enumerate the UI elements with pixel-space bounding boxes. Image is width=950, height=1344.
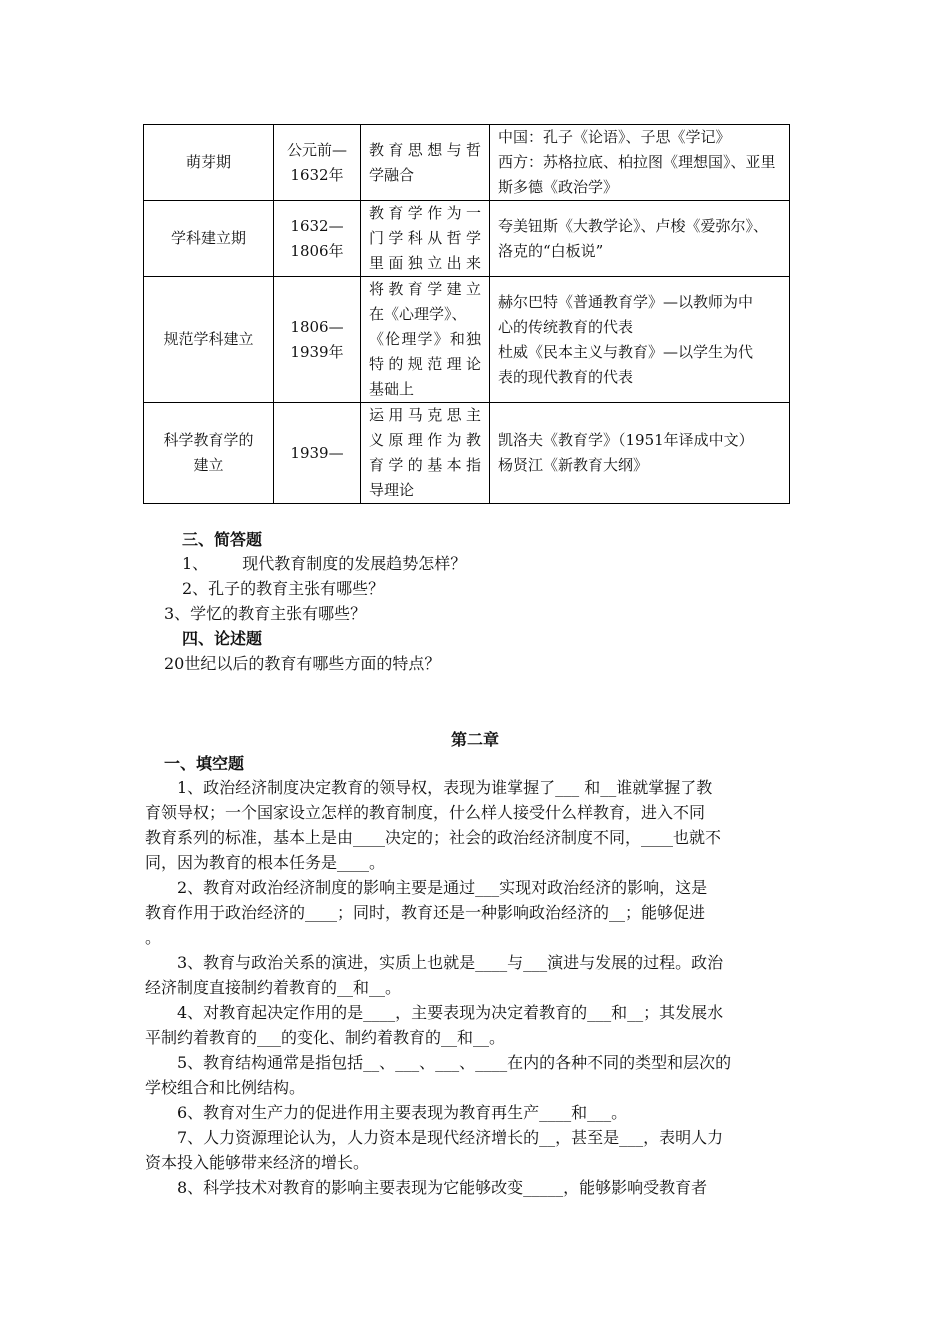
question-line: 同，因为教育的根本任务是____。	[145, 853, 386, 872]
table-row	[144, 403, 790, 504]
stage-text: 学科建立期	[170, 229, 246, 247]
question-line: 7、人力资源理论认为，人力资本是现代经济增长的__，甚至是___，表明人力	[177, 1128, 724, 1147]
question-line: 6、教育对生产力的促进作用主要表现为教育再生产____和___。	[177, 1103, 628, 1122]
question-line: 8、科学技术对教育的影响主要表现为它能够改变_____，能够影响受教育者	[177, 1178, 708, 1197]
question-line: 5、教育结构通常是指包括__、___、___、____在内的各种不同的类型和层次的	[177, 1053, 732, 1072]
rep-text: 凯洛夫《教育学》（1951年译成中文）	[498, 431, 754, 449]
table-row	[144, 125, 790, 201]
feature-cell	[361, 277, 490, 403]
rep-text: 洛克的“白板说”	[498, 241, 604, 260]
feature-text: 教育思想与哲	[369, 140, 481, 159]
stage-cell	[144, 277, 274, 403]
question-line: 资本投入能够带来经济的增长。	[145, 1153, 370, 1172]
table-row	[144, 201, 790, 277]
feature-cell	[361, 201, 490, 277]
q1-text: 现代教育制度的发展趋势怎样？	[242, 554, 467, 573]
short-answer-q2: 2、孔子的教育主张有哪些？	[182, 579, 385, 598]
rep-text: 斯多德《政治学》	[498, 178, 619, 196]
question-line: 1、政治经济制度决定教育的领导权，表现为谁掌握了___ 和__谁就掌握了教	[177, 778, 713, 797]
question-5	[145, 1050, 808, 1100]
question-line: 学校组合和比例结构。	[145, 1078, 306, 1097]
time-text: 1939—	[290, 443, 344, 462]
stage-cell	[144, 201, 274, 277]
question-line: 教育作用于政治经济的____；同时，教育还是一种影响政治经济的__；能够促进	[145, 903, 706, 922]
representative-cell	[490, 403, 790, 504]
feature-cell	[361, 403, 490, 504]
question-line: 2、教育对政治经济制度的影响主要是通过___实现对政治经济的影响，这是	[177, 878, 708, 897]
question-4	[145, 1000, 808, 1050]
fill-blank-heading: 一、填空题	[164, 754, 245, 773]
feature-text: 里面独立出来	[369, 254, 481, 272]
q1-number: 1、	[182, 554, 209, 573]
question-line: 平制约着教育的___的变化、制约着教育的__和__。	[145, 1028, 506, 1047]
feature-cell	[361, 125, 490, 201]
rep-text: 西方：苏格拉底、柏拉图《理想国》、亚里	[498, 153, 776, 171]
stage-text: 规范学科建立	[163, 330, 254, 348]
rep-text: 中国：孔子《论语》、子思《学记》	[498, 128, 731, 146]
feature-text: 将教育学建立	[369, 280, 481, 298]
time-text: 1806年	[290, 241, 344, 260]
feature-text: 育学的基本指	[369, 456, 481, 474]
time-text: 公元前—	[286, 140, 347, 159]
question-2	[145, 875, 808, 950]
representative-cell	[490, 125, 790, 201]
question-line: 3、教育与政治关系的演进，实质上也就是____与___演进与发展的过程。政治	[177, 953, 724, 972]
rep-text: 杨贤江《新教育大纲》	[498, 456, 649, 474]
question-3	[145, 950, 808, 1000]
time-cell	[274, 125, 361, 201]
feature-text: 义原理作为教	[369, 431, 481, 449]
history-table	[143, 124, 790, 504]
question-line: 育领导权；一个国家设立怎样的教育制度，什么样人接受什么样教育，进入不同	[145, 803, 706, 822]
short-answer-q3: 3、学忆的教育主张有哪些？	[164, 604, 367, 623]
stage-cell	[144, 125, 274, 201]
stage-text: 建立	[193, 456, 224, 474]
stage-text: 萌芽期	[185, 153, 231, 171]
question-8	[145, 1175, 808, 1200]
rep-text: 夸美钮斯《大教学论》、卢梭《爱弥尔》、	[498, 216, 769, 235]
question-7	[145, 1125, 808, 1175]
time-text: 1806—	[290, 317, 344, 336]
feature-text: 在《心理学》、	[369, 305, 467, 323]
question-line: 。	[145, 928, 162, 947]
question-1	[145, 775, 808, 875]
representative-cell	[490, 277, 790, 403]
feature-text: 导理论	[369, 481, 415, 499]
table-row	[144, 277, 790, 403]
short-answer-q1	[182, 552, 466, 576]
short-answer-heading: 三、简答题	[182, 530, 263, 549]
rep-text: 赫尔巴特《普通教育学》—以教师为中	[498, 292, 754, 311]
question-line: 经济制度直接制约着教育的__和__。	[145, 978, 402, 997]
time-text: 1632—	[290, 216, 344, 235]
time-text: 1632年	[290, 165, 344, 184]
stage-cell	[144, 403, 274, 504]
time-cell	[274, 403, 361, 504]
time-cell	[274, 277, 361, 403]
feature-text: 《伦理学》和独	[369, 330, 481, 348]
time-cell	[274, 201, 361, 277]
representative-cell	[490, 201, 790, 277]
essay-heading: 四、论述题	[182, 629, 263, 648]
question-6	[145, 1100, 808, 1125]
feature-text: 学融合	[369, 165, 415, 184]
feature-text: 基础上	[369, 380, 415, 398]
feature-text: 教育学作为一	[369, 204, 481, 222]
rep-text: 心的传统教育的代表	[498, 317, 634, 336]
rep-text: 表的现代教育的代表	[498, 367, 634, 386]
question-line: 教育系列的标准，基本上是由____决定的；社会的政治经济制度不同，____也就不	[145, 828, 722, 847]
feature-text: 门学科从哲学	[369, 229, 481, 247]
chapter-title: 第二章	[450, 730, 499, 749]
feature-text: 运用马克思主	[369, 406, 481, 424]
stage-text: 科学教育学的	[163, 431, 254, 449]
time-text: 1939年	[290, 342, 344, 361]
essay-q1: 20世纪以后的教育有哪些方面的特点？	[164, 654, 441, 673]
feature-text: 特的规范理论	[369, 355, 481, 373]
rep-text: 杜威《民本主义与教育》—以学生为代	[498, 342, 754, 361]
question-line: 4、对教育起决定作用的是____，主要表现为决定着教育的___和__；其发展水	[177, 1003, 724, 1022]
